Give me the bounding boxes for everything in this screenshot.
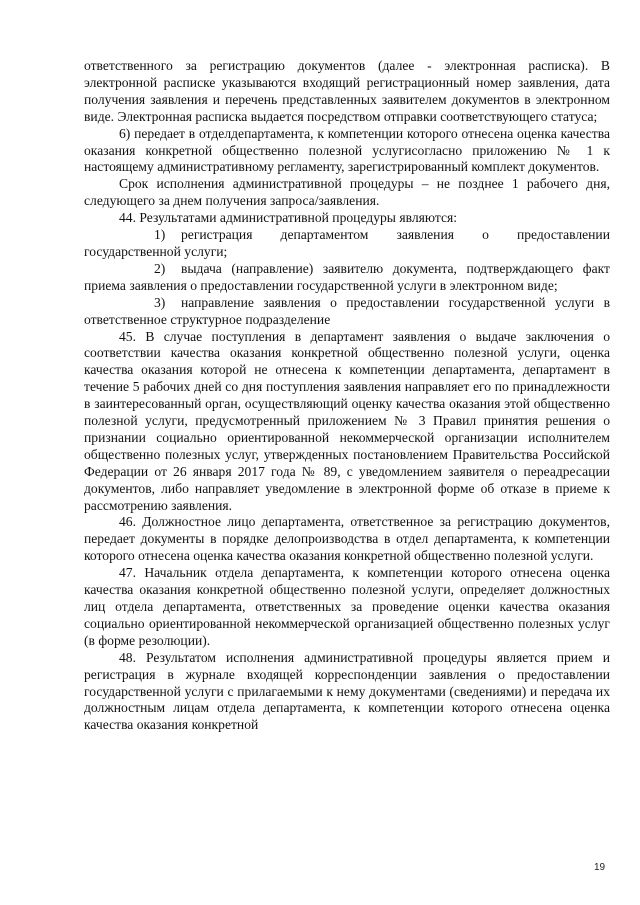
paragraph-45: 45. В случае поступления в департамент заявления о выдаче заключения о соответствии качества оказания конкретной общественно полезной услуги, оценка качества оказания которой не отнесена к компетенции департамента, департамент в течение 5 рабочих дней со дня поступления заявления направляет его по принадлежности в заинтересованный орган, осуществляющий оценку качества оказания этой общественно полезной услуги, предусмотренный приложением № 3 Правил принятия решения о признании социально ориентированной некоммерческой организации исполнителем общественно полезных услуг, утвержденных постановлением Правительства Российской Федерации от 26 января 2017 года № 89, с уведомлением заявителя о переадресации документов, либо направляет уведомление в электронной форме об отказе в приеме к рассмотрению заявления.: [84, 328, 610, 513]
list-item-number: 2): [154, 260, 166, 276]
paragraph-44: 44. Результатами административной процедуры являются:: [119, 210, 458, 226]
paragraph-item-6: 6) передает в отделдепартамента, к компетенции которого отнесена оценка качества оказания конкретной общественно полезной услугисогласно приложению № 1 к настоящему административному регламенту, зарегистрированный комплект документов.: [84, 125, 610, 175]
paragraph-47: 47. Начальник отдела департамента, к компетенции которого отнесена оценка качества оказания конкретной общественно полезной услуги, определяет должностных лиц отдела департамента, ответственных за проведение оценки качества оказания социально ориентированной некоммерческой организацией общественно полезных услуг (в форме резолюции).: [84, 565, 610, 648]
document-body: [84, 58, 610, 734]
paragraph-continuation: ответственного за регистрацию документов (далее - электронная расписка). В электронной расписке указываются входящий регистрационный номер заявления, дата получения заявления и перечень представленных заявителем документов в электронном виде. Электронная расписка выдается посредством отправки соответствующего статуса;: [84, 58, 610, 124]
list-item-text: направление заявления о предоставлении государственной услуги в ответственное структурное подразделение: [84, 294, 610, 327]
list-item-text: регистрация департаментом заявления о предоставлении государственной услуги;: [84, 227, 610, 259]
paragraph-46: 46. Должностное лицо департамента, ответственное за регистрацию документов, передает документы в порядке делопроизводства в отдел департамента, к компетенции которого отнесена оценка качества оказания конкретной общественно полезной услуги.: [84, 514, 610, 564]
list-item-3: [84, 295, 610, 329]
list-item-2: [84, 261, 610, 295]
list-item-number: 3): [154, 294, 166, 310]
list-item-number: 1): [154, 227, 166, 243]
list-item-text: выдача (направление) заявителю документа, подтверждающего факт приема заявления о предоставлении государственной услуги в электронном виде;: [84, 260, 610, 293]
page-number: 19: [594, 862, 606, 873]
paragraph-48: 48. Результатом исполнения административной процедуры является прием и регистрация в журнале входящей корреспонденции заявления о предоставлении государственной услуги с прилагаемыми к нему документами (сведениями) и передача их должностным лицам отдела департамента, к компетенции которого отнесена оценка качества оказания конкретной: [84, 649, 610, 733]
paragraph-deadline: Срок исполнения административной процедуры – не позднее 1 рабочего дня, следующего за днем получения запроса/заявления.: [84, 176, 610, 209]
list-item-1: [84, 227, 610, 261]
